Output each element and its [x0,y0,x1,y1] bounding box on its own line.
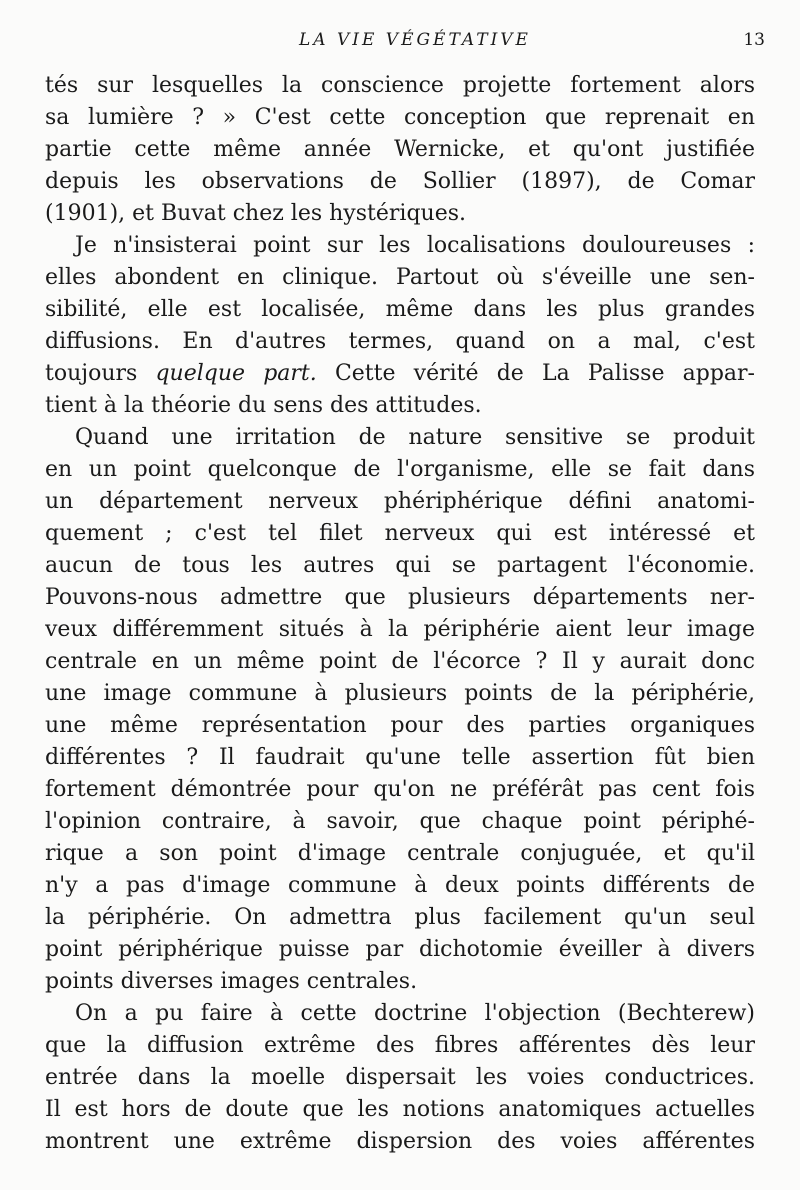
text-line: la périphérie. On admettra plus facilement qu'un seul [45,905,755,930]
text-line: Pouvons-nous admettre que plusieurs départements ner- [45,585,755,610]
text-line: centrale en un même point de l'écorce ? Il y aurait donc [45,649,755,674]
running-title: LA VIE VÉGÉTATIVE [299,30,531,50]
text-line: l'opinion contraire, à savoir, que chaque point périphé- [45,809,755,834]
text-line: tient à la théorie du sens des attitudes. [45,393,482,418]
text-line: aucun de tous les autres qui se partagent l'économie. [45,553,755,578]
text-line: une même représentation pour des parties organiques [45,713,755,738]
text-line: partie cette même année Wernicke, et qu'ont justifiée [45,137,755,162]
text-fragment: toujours [45,361,138,386]
text-line: (1901), et Buvat chez les hystériques. [45,201,466,226]
text-line: en un point quelconque de l'organisme, elle se fait dans [45,457,755,482]
text-line: tés sur lesquelles la conscience projette fortement alors [45,73,755,98]
text-line: Je n'insisterai point sur les localisations douloureuses : [75,233,755,258]
page-number: 13 [743,30,765,50]
text-fragment: Cette vérité de La Palisse appar- [334,361,755,386]
text-line: fortement démontrée pour qu'on ne préférât pas cent fois [45,777,755,802]
text-line: veux différemment situés à la périphérie aient leur image [45,617,755,642]
text-line: depuis les observations de Sollier (1897), de Comar [45,169,755,194]
text-line: point périphérique puisse par dichotomie éveiller à divers [45,937,755,962]
text-line: rique a son point d'image centrale conjuguée, et qu'il [45,841,755,866]
text-line: sa lumière ? » C'est cette conception que reprenait en [45,105,755,130]
italic-phrase: quelque part. [155,361,317,386]
text-line: Quand une irritation de nature sensitive se produit [75,425,755,450]
text-line: sibilité, elle est localisée, même dans les plus grandes [45,297,755,322]
text-line: montrent une extrême dispersion des voies afférentes [45,1129,755,1154]
text-line: différentes ? Il faudrait qu'une telle assertion fût bien [45,745,755,770]
text-line: diffusions. En d'autres termes, quand on a mal, c'est [45,329,755,354]
text-line: elles abondent en clinique. Partout où s'éveille une sen- [45,265,755,290]
text-line: une image commune à plusieurs points de la périphérie, [45,681,755,706]
text-line-mixed [45,358,755,390]
text-line: Il est hors de doute que les notions anatomiques actuelles [45,1097,755,1122]
body-text [45,70,755,1158]
text-line: quement ; c'est tel filet nerveux qui est intéressé et [45,521,755,546]
text-line: que la diffusion extrême des fibres afférentes dès leur [45,1033,755,1058]
page-header [45,30,785,60]
text-line: entrée dans la moelle dispersait les voies conductrices. [45,1065,755,1090]
text-line: n'y a pas d'image commune à deux points différents de [45,873,755,898]
text-line: un département nerveux phériphérique défini anatomi- [45,489,755,514]
text-line: On a pu faire à cette doctrine l'objection (Bechterew) [75,1001,755,1026]
text-line: points diverses images centrales. [45,969,418,994]
